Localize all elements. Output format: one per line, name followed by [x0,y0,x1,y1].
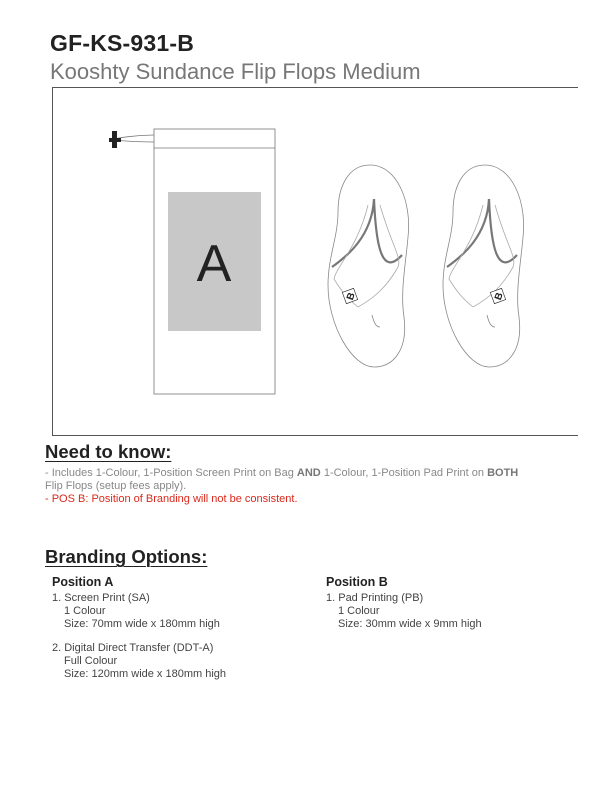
product-name: Kooshty Sundance Flip Flops Medium [50,59,421,84]
position-a-option [52,642,226,681]
need-to-know-line2: Flip Flops (setup fees apply). [45,480,187,492]
need-to-know-text [45,467,575,506]
need-to-know-heading: Need to know: [45,441,172,462]
ntk-line1-middle: 1-Colour, 1-Position Pad Print on [320,467,488,479]
position-b-title: Position B [326,575,388,589]
position-a-option [52,592,226,631]
position-a-column [52,576,226,692]
option-colour: Full Colour [64,655,118,667]
ntk-and: AND [296,467,321,479]
product-illustration [52,87,578,436]
product-code: GF-KS-931-B [50,30,195,56]
branding-options-heading: Branding Options: [45,546,208,567]
option-name: 2. Digital Direct Transfer (DDT-A) [52,642,214,654]
option-colour: 1 Colour [338,605,380,617]
position-b-column [326,576,482,642]
ntk-line1-prefix: - Includes 1-Colour, 1-Position Screen Print on Bag [45,467,297,479]
position-a-label: A [196,235,232,293]
position-b-label-left: B [345,291,358,302]
position-b-option [326,592,482,631]
option-size: Size: 120mm wide x 180mm high [64,668,227,680]
product-illustration-frame [52,87,578,436]
option-size: Size: 30mm wide x 9mm high [338,618,482,630]
need-to-know-line1 [45,467,575,480]
flip-flop-left [328,165,409,367]
position-a-title: Position A [52,575,114,589]
option-size: Size: 70mm wide x 180mm high [64,618,220,630]
option-name: 1. Pad Printing (PB) [326,592,424,604]
ntk-both: BOTH [487,467,519,479]
option-name: 1. Screen Print (SA) [52,592,150,604]
flip-flop-right [443,165,524,367]
cord-toggle [109,131,121,148]
need-to-know-warning: - POS B: Position of Branding will not be consistent. [45,493,298,505]
position-b-label-right: B [493,291,506,302]
option-colour: 1 Colour [64,605,106,617]
